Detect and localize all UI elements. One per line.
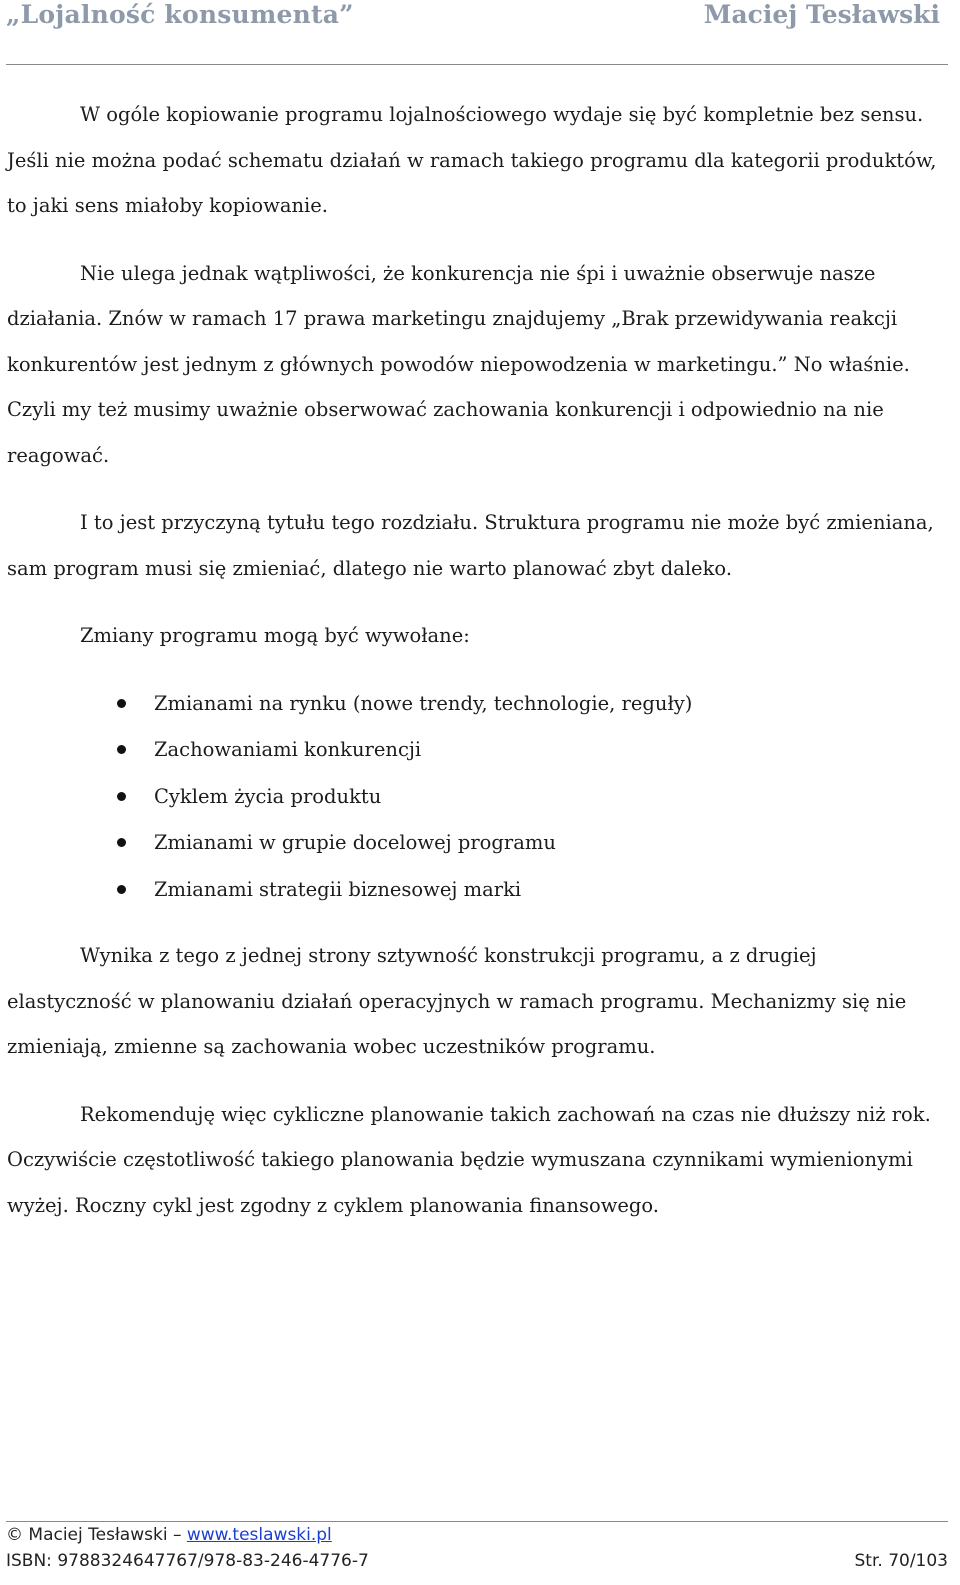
paragraph: Nie ulega jednak wątpliwości, że konkurencja nie śpi i uważnie obserwuje nasze działania. Znów w ramach 17 prawa marketingu znajdujemy „Brak przewidywania reakcji konkurentów jest jednym z głównych powodów niepowodzenia w marketingu.” No właśnie. Czyli my też musimy uważnie obserwować zachowania konkurencji i odpowiednio na nie reagować. — [7, 261, 910, 467]
list-item-text: Zmianami w grupie docelowej programu — [154, 831, 556, 854]
bullet-icon — [117, 745, 126, 754]
copyright-icon: © — [6, 1525, 23, 1545]
bullet-list — [7, 681, 943, 914]
list-intro: Zmiany programu mogą być wywołane: — [80, 624, 470, 647]
header-divider — [6, 64, 948, 65]
footer-isbn-line — [6, 1548, 948, 1574]
list-item — [7, 867, 943, 914]
isbn-text: ISBN: 9788324647767/978-83-246-4776-7 — [6, 1551, 369, 1571]
list-item — [7, 727, 943, 774]
bullet-icon — [117, 699, 126, 708]
author-name-header: Maciej Tesławski — [703, 0, 940, 29]
list-item-text: Cyklem życia produktu — [154, 784, 382, 808]
list-item-text: Zmianami na rynku (nowe trendy, technologie, reguły) — [154, 691, 693, 715]
website-link[interactable]: www.teslawski.pl — [186, 1525, 332, 1545]
list-item-text: Zachowaniami konkurencji — [154, 738, 422, 761]
footer-copyright-line — [6, 1522, 948, 1548]
page-header — [0, 0, 960, 34]
paragraph: W ogóle kopiowanie programu lojalnościowego wydaje się być kompletnie bez sensu. Jeśli nie można podać schematu działań w ramach takiego programu dla kategorii produktów, to jaki sens miałoby kopiowanie. — [7, 103, 937, 217]
list-item — [7, 774, 943, 821]
page-footer — [6, 1522, 948, 1574]
paragraph: Rekomenduję więc cykliczne planowanie takich zachowań na czas nie dłuższy niż rok. Oczywiście częstotliwość takiego planowania będzie wymuszana czynnikami wymienionymi wyżej. Roczny cykl jest zgodny z cyklem planowania finansowego. — [7, 1102, 931, 1217]
list-item-text: Zmianami strategii biznesowej marki — [154, 877, 522, 901]
paragraph: Wynika z tego z jednej strony sztywność konstrukcji programu, a z drugiej elastyczność w planowaniu działań operacyjnych w ramach programu. Mechanizmy się nie zmieniają, zmienne są zachowania wobec uczestników programu. — [7, 944, 907, 1058]
bullet-icon — [117, 885, 126, 894]
bullet-icon — [117, 838, 126, 847]
list-item — [7, 681, 943, 728]
bullet-icon — [117, 792, 126, 801]
footer-dash: – — [172, 1525, 182, 1545]
paragraph: I to jest przyczyną tytułu tego rozdziału. Struktura programu nie może być zmieniana, sam program musi się zmieniać, dlatego nie warto planować zbyt daleko. — [7, 511, 934, 580]
footer-author: Maciej Tesławski — [28, 1525, 168, 1545]
document-body — [7, 92, 943, 1250]
list-item — [7, 820, 943, 867]
document-title: „Lojalność konsumenta” — [6, 0, 354, 29]
page-number: Str. 70/103 — [854, 1551, 948, 1571]
